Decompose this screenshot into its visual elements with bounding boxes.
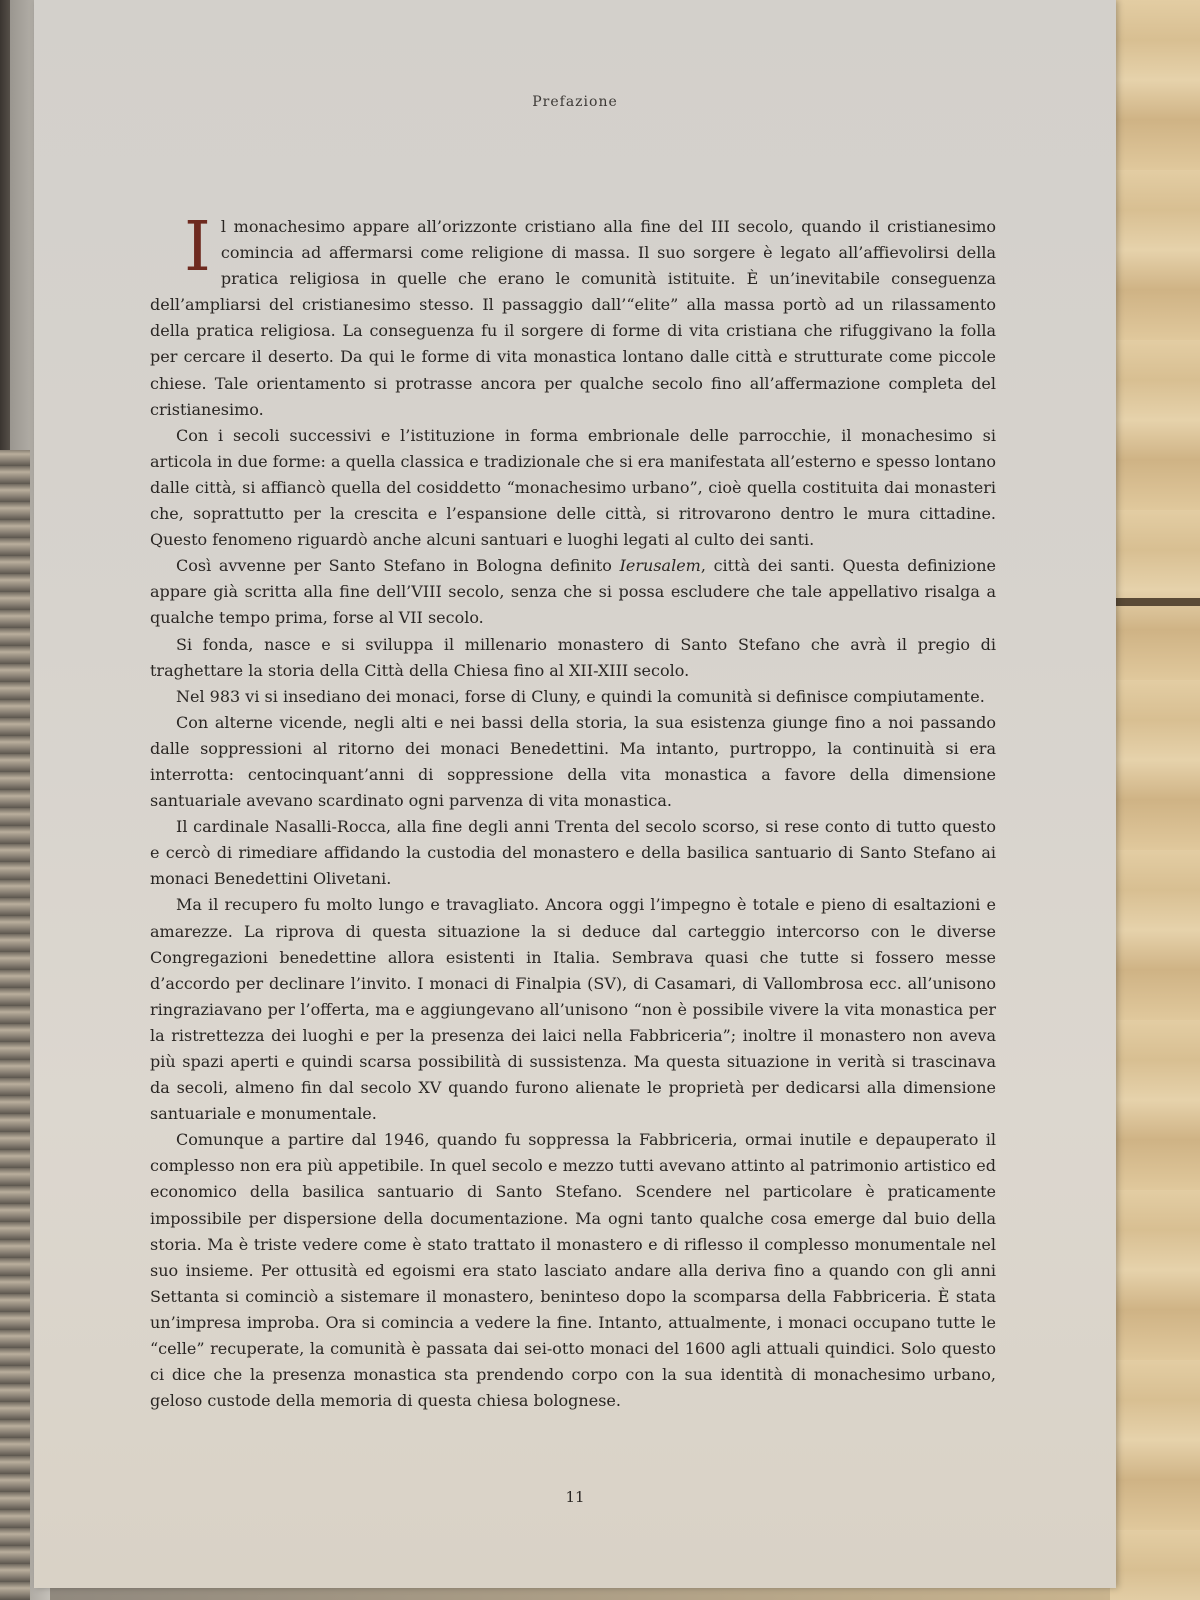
paragraph-3-before: Così avvenne per Santo Stefano in Bologna definito	[176, 556, 620, 576]
paragraph-6: Con alterne vicende, negli alti e nei bassi della storia, la sua esistenza giunge fino a noi passando dalle soppressioni al ritorno dei monaci Benedettini. Ma intanto, purtroppo, la continuità si era interrotta: centocinquant’anni di soppressione della vita monastica a favore della dimensione santuariale avevano scardinato ogni parvenza di vita monastica.	[150, 712, 996, 811]
paragraph-3-after: , città dei santi. Questa definizione appare già scritta alla fine dell’VIII secolo, senza che si possa escludere che tale appellativo risalga a qualche tempo prima, forse al VII secolo.	[150, 556, 996, 628]
running-title: Prefazione	[532, 94, 618, 110]
paragraph-9: Comunque a partire dal 1946, quando fu soppressa la Fabbriceria, ormai inutile e depauperato il complesso non era più appetibile. In quel secolo e mezzo tutti avevano attinto al patrimonio artistico ed economico della basilica santuario di Santo Stefano. Scendere nel particolare è praticamente impossibile per dispersione della documentazione. Ma ogni tanto qualche cosa emerge dal buio della storia. Ma è triste vedere come è stato trattato il monastero e di riflesso il complesso monumentale nel suo insieme. Per ottusità ed egoismi era stato lasciato andare alla deriva fino a quando con gli anni Settanta si cominciò a sistemare il monastero, beninteso dopo la scomparsa della Fabbriceria. È stata un’impresa improba. Ora si comincia a vedere la fine. Intanto, attualmente, i monaci occupano tutte le “celle” recuperate, la comunità è passata dai sei-otto monaci del 1600 agli attuali quindici. Solo questo ci dice che la presenza monastica sta prendendo corpo con la sua identità di monachesimo urbano, geloso custode della memoria di questa chiesa bolognese.	[150, 1130, 996, 1411]
paragraph-4: Si fonda, nasce e si sviluppa il millenario monastero di Santo Stefano che avrà il pregio di traghettare la storia della Città della Chiesa fino al XII-XIII secolo.	[150, 634, 996, 680]
page-number: 11	[565, 1488, 585, 1506]
paragraph-1	[150, 208, 996, 423]
paragraph-1-text: l monachesimo appare all’orizzonte cristiano alla fine del III secolo, quando il cristianesimo comincia ad affermarsi come religione di massa. Il suo sorgere è legato all’affievolirsi della pratica religiosa in quelle che erano le comunità istituite. È un’inevitabile conseguenza dell’ampliarsi del cristianesimo stesso. Il passaggio dall’“elite” alla massa portò ad un rilassamento della pratica religiosa. La conseguenza fu il sorgere di forme di vita cristiana che rifuggivano la folla per cercare il deserto. Da qui le forme di vita monastica lontano dalle città e strutturate come piccole chiese. Tale orientamento si protrasse ancora per qualche secolo fino all’affermazione completa del cristianesimo.	[150, 217, 996, 419]
body-text	[150, 208, 996, 1414]
paragraph-3-italic: Ierusalem	[619, 556, 701, 576]
paragraph-7: Il cardinale Nasalli-Rocca, alla fine degli anni Trenta del secolo scorso, si rese conto di tutto questo e cercò di rimediare affidando la custodia del monastero e della basilica santuario di Santo Stefano ai monaci Benedettini Olivetani.	[150, 817, 996, 889]
table-plank-gap	[1110, 598, 1200, 606]
book-edge-left	[0, 450, 30, 1600]
drop-cap: I	[184, 208, 211, 287]
wooden-table-background	[1110, 0, 1200, 1600]
paragraph-3	[150, 553, 996, 631]
paragraph-8: Ma il recupero fu molto lungo e travagliato. Ancora oggi l’impegno è totale e pieno di esaltazioni e amarezze. La riprova di questa situazione la si deduce dal carteggio intercorso con le diverse Congregazioni benedettine allora esistenti in Italia. Sembrava quasi che tutte si fossero messe d’accordo per declinare l’invito. I monaci di Finalpia (SV), di Casamari, di Vallombrosa ecc. all’unisono ringraziavano per l’offerta, ma e aggiungevano all’unisono “non è possibile vivere la vita monastica per la ristrettezza dei luoghi e per la presenza dei laici nella Fabbriceria”; inoltre il monastero non aveva più spazi aperti e quindi scarsa possibilità di sussistenza. Ma questa situazione in verità si trascinava da secoli, almeno fin dal secolo XV quando furono alienate le proprietà per dedicarsi alla dimensione santuariale e monumentale.	[150, 895, 996, 1124]
paragraph-5: Nel 983 vi si insediano dei monaci, forse di Cluny, e quindi la comunità si definisce compiutamente.	[176, 686, 985, 706]
paragraph-2: Con i secoli successivi e l’istituzione in forma embrionale delle parrocchie, il monachesimo si articola in due forme: a quella classica e tradizionale che si era manifestata all’esterno e spesso lontano dalle città, si affiancò quella del cosiddetto “monachesimo urbano”, cioè quella costituita dai monasteri che, soprattutto per la crescita e l’espansione delle città, si ritrovarono dentro le mura cittadine. Questo fenomeno riguardò anche alcuni santuari e luoghi legati al culto dei santi.	[150, 425, 996, 550]
